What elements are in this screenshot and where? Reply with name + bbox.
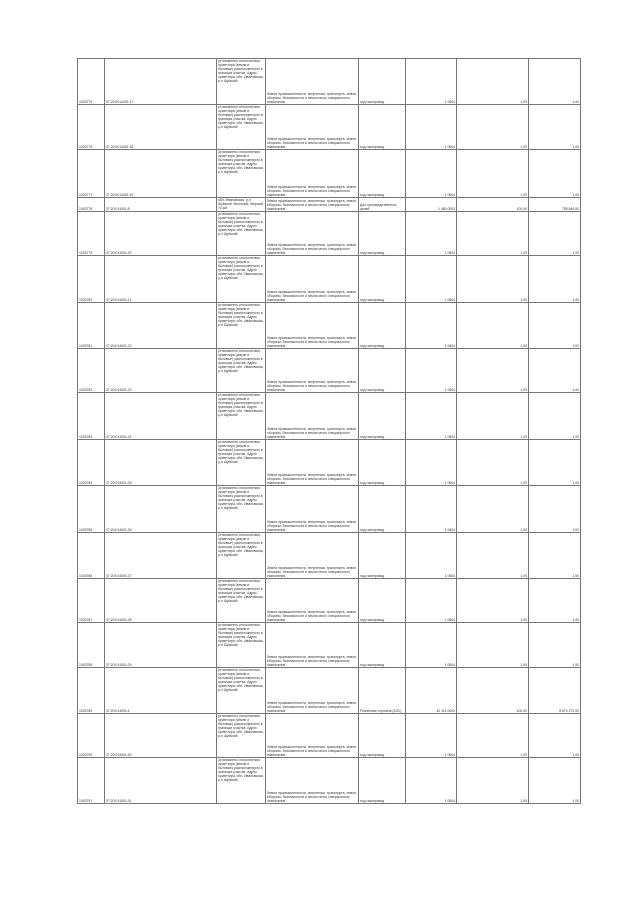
row-id-cell: 1003782 xyxy=(78,349,105,393)
table-row xyxy=(78,198,581,212)
row-id-cell: 1003779 xyxy=(78,212,105,256)
share-cell: 1,00 xyxy=(457,212,529,256)
permitted-use-cell: под газопровод xyxy=(359,59,406,105)
cadastral-number-cell: 37:20:014001:30 xyxy=(105,714,217,758)
area-cell: 1 0604 xyxy=(406,440,457,486)
location-cell: установлено относительно ориентира (земли и бытовые) расположенного в границах участка. Адрес ориентира: обл. Ивановская, р-н Шуйский xyxy=(217,623,266,668)
land-category-cell: Земли промышленности, энергетики, транспорта, земли обороны, безопасности и земли иного специального назначения xyxy=(266,150,359,198)
cadastral-value-cell: 1,00 xyxy=(529,486,581,533)
permitted-use-cell: под газопровод xyxy=(359,533,406,579)
table-row xyxy=(78,623,581,668)
share-cell: 1,00 xyxy=(457,758,529,804)
cadastral-value-cell: 755 846,00 xyxy=(529,198,581,212)
cadastral-value-cell: 1,00 xyxy=(529,758,581,804)
area-cell: 1 0604 xyxy=(406,150,457,198)
cadastral-number-cell: 57:20:0014001:18 xyxy=(105,105,217,150)
table-row xyxy=(78,212,581,256)
location-cell: установлено относительно ориентира (земли и бытовые) расположенного в границах участка. Адрес ориентира: обл. Ивановская, р-н Шуйский xyxy=(217,212,266,256)
area-cell: 1 0604 xyxy=(406,303,457,349)
permitted-use-cell: под газопровод xyxy=(359,256,406,303)
cadastral-value-cell: 1,00 xyxy=(529,150,581,198)
cadastral-number-cell: 37:20:014001:28 xyxy=(105,579,217,623)
permitted-use-cell: под газопровод xyxy=(359,714,406,758)
table-row xyxy=(78,714,581,758)
permitted-use-cell: Для производственных целей xyxy=(359,198,406,212)
cadastral-number-cell: 37:20:014001:23 xyxy=(105,349,217,393)
land-category-cell: Земли промышленности, энергетики, транспорта, земли обороны, безопасности и земли иного специального назначения xyxy=(266,579,359,623)
share-cell: 100,00 xyxy=(457,198,529,212)
location-cell: установлено относительно ориентира (земли и бытовые) расположенного в границах участка. Адрес ориентира: обл. Ивановская, р-н Шуйский xyxy=(217,579,266,623)
cadastral-value-cell: 1,00 xyxy=(529,623,581,668)
permitted-use-cell: под газопровод xyxy=(359,440,406,486)
cadastral-number-cell: 37:20:014001:20 xyxy=(105,212,217,256)
share-cell: 1,00 xyxy=(457,303,529,349)
area-cell: 1 0604 xyxy=(406,758,457,804)
land-category-cell: Земли промышленности, энергетики, транспорта, земли обороны, безопасности и земли иного специального назначения xyxy=(266,623,359,668)
permitted-use-cell: под газопровод xyxy=(359,303,406,349)
row-id-cell: 1003784 xyxy=(78,440,105,486)
share-cell: 1,00 xyxy=(457,623,529,668)
land-category-cell: Земли промышленности, энергетики, транспорта, земли обороны, безопасности и земли иного специального назначения xyxy=(266,303,359,349)
location-cell: установлено относительно ориентира (земли и бытовые) расположенного в границах участка. Адрес ориентира: обл. Ивановская, р-н Шуйский xyxy=(217,256,266,303)
row-id-cell: 1003787 xyxy=(78,579,105,623)
location-cell: установлено относительно ориентира (земли и бытовые) расположенного в границах участка. Адрес ориентира: обл. Ивановская, р-н Шуйский xyxy=(217,105,266,150)
cadastral-value-cell: 1,00 xyxy=(529,303,581,349)
table-row xyxy=(78,150,581,198)
cadastral-number-cell: 37:20:014001:4 xyxy=(105,668,217,714)
cadastral-value-cell: 1,00 xyxy=(529,256,581,303)
table-row xyxy=(78,486,581,533)
land-category-cell: Земли промышленности, энергетики, транспорта, земли обороны, безопасности и земли иного специального назначения xyxy=(266,668,359,714)
table-row xyxy=(78,668,581,714)
cadastral-value-cell: 1,00 xyxy=(529,714,581,758)
row-id-cell: 1003786 xyxy=(78,533,105,579)
location-cell: обл. Ивановская, р-н Шуйский, Милючий, Мирный 70-ый xyxy=(217,198,266,212)
table-row xyxy=(78,256,581,303)
cadastral-value-cell: 1,00 xyxy=(529,393,581,440)
share-cell: 100,00 xyxy=(457,668,529,714)
cadastral-number-cell: 37:20:014001:26 xyxy=(105,486,217,533)
permitted-use-cell: под газопровод xyxy=(359,212,406,256)
cadastral-value-cell: 1,00 xyxy=(529,212,581,256)
share-cell: 1,00 xyxy=(457,393,529,440)
cadastral-number-cell: 37:20:014001:29 xyxy=(105,623,217,668)
permitted-use-cell: под газопровод xyxy=(359,579,406,623)
land-category-cell: Земли промышленности, энергетики, транспорта, земли обороны, безопасности и земли иного специального назначения xyxy=(266,533,359,579)
land-category-cell: Земли промышленности, энергетики, транспорта, земли обороны, безопасности и земли иного специального назначения xyxy=(266,393,359,440)
area-cell: 1 0604 xyxy=(406,393,457,440)
cadastral-number-cell: 37:20:014001:25 xyxy=(105,440,217,486)
land-category-cell: Земли промышленности, энергетики, транспорта, земли обороны, безопасности и земли иного специального назначения xyxy=(266,256,359,303)
cadastral-number-cell: 37:20:014001:21 xyxy=(105,256,217,303)
land-category-cell: Земли промышленности, энергетики, транспорта, земли обороны, безопасности и земли иного специального назначения xyxy=(266,349,359,393)
cadastral-number-cell: 37:20:014001:22 xyxy=(105,303,217,349)
share-cell: 1,00 xyxy=(457,256,529,303)
cadastral-value-cell: 1,00 xyxy=(529,349,581,393)
permitted-use-cell: Розничная торговля (АЗС) xyxy=(359,668,406,714)
location-cell: установлено относительно ориентира (земли и бытовые) расположенного в границах участка. Адрес ориентира: обл. Ивановская, р-н Шуйский xyxy=(217,758,266,804)
location-cell: установлено относительно ориентира (земли и бытовые) расположенного в границах участка. Адрес ориентира: обл. Ивановская, р-н Шуйский xyxy=(217,393,266,440)
area-cell: 1 0604 xyxy=(406,105,457,150)
location-cell: установлено относительно ориентира (земли и бытовые) расположенного в границах участка. Адрес ориентира: обл. Ивановская, р-н Шуйский xyxy=(217,303,266,349)
table-row xyxy=(78,105,581,150)
area-cell: 1 0604 xyxy=(406,256,457,303)
share-cell: 1,00 xyxy=(457,150,529,198)
area-cell: 1 0604 xyxy=(406,533,457,579)
share-cell: 1,00 xyxy=(457,440,529,486)
land-plot-table xyxy=(77,58,581,804)
cadastral-value-cell: 1,00 xyxy=(529,440,581,486)
land-category-cell: Земли промышленности, энергетики, транспорта, земли обороны, безопасности и земли иного специального назначения xyxy=(266,212,359,256)
table-row xyxy=(78,533,581,579)
permitted-use-cell: под газопровод xyxy=(359,623,406,668)
row-id-cell: 1003781 xyxy=(78,303,105,349)
cadastral-number-cell: 37:20:014001:31 xyxy=(105,758,217,804)
table-row xyxy=(78,393,581,440)
share-cell: 1,00 xyxy=(457,59,529,105)
location-cell: установлено относительно ориентира (земли и бытовые) расположенного в границах участка. Адрес ориентира: обл. Ивановская, р-н Шуйский xyxy=(217,486,266,533)
table-row xyxy=(78,440,581,486)
cadastral-value-cell: 1,00 xyxy=(529,533,581,579)
cadastral-value-cell: 1,00 xyxy=(529,579,581,623)
land-category-cell: Земли промышленности, энергетики, транспорта, земли обороны, безопасности и земли иного специального назначения xyxy=(266,198,359,212)
table-row xyxy=(78,758,581,804)
cadastral-number-cell: 37:20:0014001:19 xyxy=(105,150,217,198)
row-id-cell: 1003776 xyxy=(78,105,105,150)
document-sheet xyxy=(77,58,579,804)
row-id-cell: 1003790 xyxy=(78,714,105,758)
area-cell: 1 0604 xyxy=(406,714,457,758)
area-cell: 1 0604 xyxy=(406,212,457,256)
row-id-cell: 1003778 xyxy=(78,198,105,212)
area-cell: 1 0604 xyxy=(406,349,457,393)
table-row xyxy=(78,349,581,393)
land-category-cell: Земли промышленности, энергетики, транспорта, земли обороны, безопасности и земли иного специального назначения xyxy=(266,758,359,804)
row-id-cell: 1003775 xyxy=(78,59,105,105)
permitted-use-cell: под газопровод xyxy=(359,150,406,198)
land-category-cell: Земли промышленности, энергетики, транспорта, земли обороны, безопасности и земли иного специального назначения xyxy=(266,486,359,533)
cadastral-number-cell: 57:20:0014001:17 xyxy=(105,59,217,105)
share-cell: 1,00 xyxy=(457,714,529,758)
table-row xyxy=(78,579,581,623)
location-cell: установлено относительно ориентира (земли и бытовые) расположенного в границах участка. Адрес ориентира: обл. Ивановская, р-н Шуйский xyxy=(217,150,266,198)
row-id-cell: 1003788 xyxy=(78,623,105,668)
share-cell: 1,00 xyxy=(457,486,529,533)
table-body xyxy=(78,59,581,804)
cadastral-value-cell: 8 674 272,00 xyxy=(529,668,581,714)
location-cell: установлено относительно ориентира (земли и бытовые) расположенного в границах участка. Адрес ориентира: обл. Ивановская, р-н Шуйский xyxy=(217,349,266,393)
land-category-cell: Земли промышленности, энергетики, транспорта, земли обороны, безопасности и земли иного специального назначения xyxy=(266,59,359,105)
area-cell: 1 0604 xyxy=(406,59,457,105)
share-cell: 1,00 xyxy=(457,349,529,393)
permitted-use-cell: под газопровод xyxy=(359,105,406,150)
cadastral-number-cell: 37:20:014001:27 xyxy=(105,533,217,579)
permitted-use-cell: под газопровод xyxy=(359,393,406,440)
land-category-cell: Земли промышленности, энергетики, транспорта, земли обороны, безопасности и земли иного специального назначения xyxy=(266,714,359,758)
row-id-cell: 1003789 xyxy=(78,668,105,714)
row-id-cell: 1003783 xyxy=(78,393,105,440)
row-id-cell: 1003791 xyxy=(78,758,105,804)
location-cell: установлено относительно ориентира (земли и бытовые) расположенного в границах участка. Адрес ориентира: обл. Ивановская, р-н Шуйский xyxy=(217,668,266,714)
permitted-use-cell: под газопровод xyxy=(359,486,406,533)
share-cell: 1,00 xyxy=(457,105,529,150)
table-row xyxy=(78,59,581,105)
table-row xyxy=(78,303,581,349)
cadastral-value-cell: 1,00 xyxy=(529,105,581,150)
location-cell: установлено относительно ориентира (земли и бытовые) расположенного в границах участка. Адрес ориентира: обл. Ивановская, р-н Шуйский xyxy=(217,714,266,758)
area-cell: 1 0604 xyxy=(406,579,457,623)
row-id-cell: 1003785 xyxy=(78,486,105,533)
area-cell: 1 480 0003 xyxy=(406,198,457,212)
share-cell: 1,00 xyxy=(457,579,529,623)
land-category-cell: Земли промышленности, энергетики, транспорта, земли обороны, безопасности и земли иного специального назначения xyxy=(266,105,359,150)
cadastral-number-cell: 37:20:014001:8 xyxy=(105,198,217,212)
location-cell: установлено относительно ориентира (земли и бытовые) расположенного в границах участка. Адрес ориентира: обл. Ивановская, р-н Шуйский xyxy=(217,533,266,579)
location-cell: установлено относительно ориентира (земли и бытовые) расположенного в границах участка. Адрес ориентира: обл. Ивановская, р-н Шуйский xyxy=(217,440,266,486)
area-cell: 1 0604 xyxy=(406,623,457,668)
permitted-use-cell: под газопровод xyxy=(359,758,406,804)
row-id-cell: 1003780 xyxy=(78,256,105,303)
location-cell: установлено относительно ориентира (земли и бытовые) расположенного в границах участка. Адрес ориентира: обл. Ивановская, р-н Шуйский xyxy=(217,59,266,105)
land-category-cell: Земли промышленности, энергетики, транспорта, земли обороны, безопасности и земли иного специального назначения xyxy=(266,440,359,486)
cadastral-number-cell: 37:20:014001:24 xyxy=(105,393,217,440)
share-cell: 1,00 xyxy=(457,533,529,579)
area-cell: 1 0604 xyxy=(406,486,457,533)
area-cell: 40 114 0003 xyxy=(406,668,457,714)
row-id-cell: 1003777 xyxy=(78,150,105,198)
cadastral-value-cell: 1,00 xyxy=(529,59,581,105)
permitted-use-cell: под газопровод xyxy=(359,349,406,393)
